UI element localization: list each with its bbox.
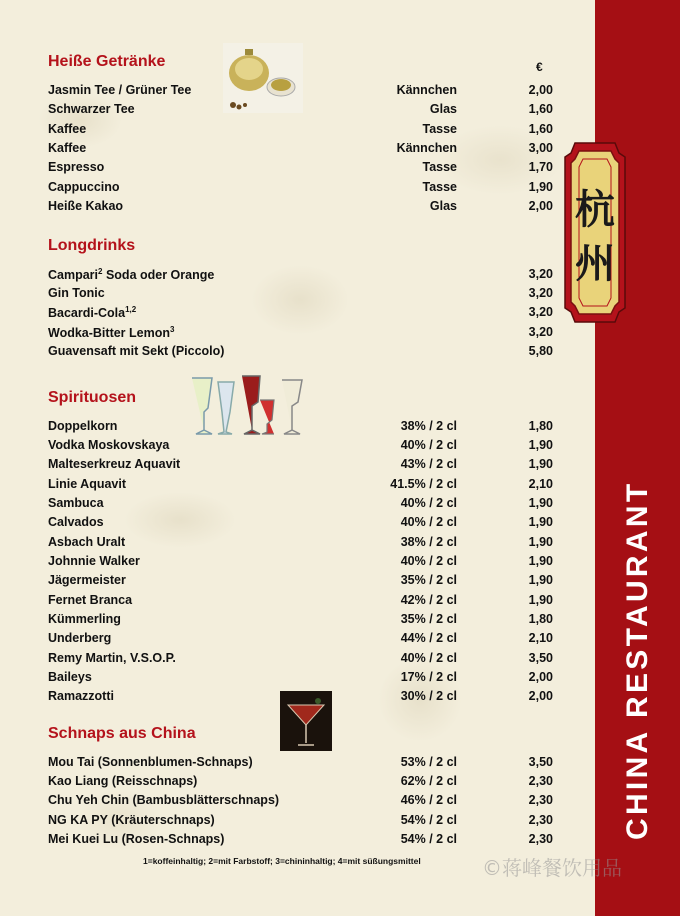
menu-item: Cappuccino Tasse 1,90 [48,180,553,194]
menu-item: Baileys 17% / 2 cl 2,00 [48,670,553,684]
watermark: ©蒋峰餐饮用品 [482,856,622,880]
section-title-spirits: Spirituosen [48,389,137,406]
menu-item: Ramazzotti 30% / 2 cl 2,00 [48,689,553,703]
menu-item: Guavensaft mit Sekt (Piccolo) 5,80 [48,344,553,358]
menu-item: Asbach Uralt 38% / 2 cl 1,90 [48,535,553,549]
menu-item: Kümmerling 35% / 2 cl 1,80 [48,612,553,626]
menu-item: Sambuca 40% / 2 cl 1,90 [48,496,553,510]
menu-item: Johnnie Walker 40% / 2 cl 1,90 [48,554,553,568]
menu-item: Remy Martin, V.S.O.P. 40% / 2 cl 3,50 [48,651,553,665]
menu-item: Gin Tonic 3,20 [48,286,553,300]
svg-text:州: 州 [575,241,615,287]
menu-item: Jägermeister 35% / 2 cl 1,90 [48,573,553,587]
menu-item: NG KA PY (Kräuterschnaps) 54% / 2 cl 2,30 [48,813,553,827]
hangzhou-emblem-icon [563,135,627,330]
menu-item: Schwarzer Tee Glas 1,60 [48,102,553,116]
menu-item: Vodka Moskovskaya 40% / 2 cl 1,90 [48,438,553,452]
menu-item: Jasmin Tee / Grüner Tee Kännchen 2,00 [48,83,553,97]
footnote: 1=koffeinhaltig; 2=mit Farbstoff; 3=chininhaltig; 4=mit süßungsmittel [143,856,421,866]
section-title-chinese-schnaps: Schnaps aus China [48,725,196,742]
menu-item: Chu Yeh Chin (Bambusblätterschnaps) 46% / 2 cl 2,30 [48,793,553,807]
menu-item: Wodka-Bitter Lemon$^3$ 3,20 [48,325,553,341]
menu-item: Underberg 44% / 2 cl 2,10 [48,631,553,645]
menu-item: Heiße Kakao Glas 2,00 [48,199,553,213]
menu-item: Fernet Branca 42% / 2 cl 1,90 [48,593,553,607]
menu-item: Kaffee Tasse 1,60 [48,122,553,136]
menu-item: Malteserkreuz Aquavit 43% / 2 cl 1,90 [48,457,553,471]
section-title-hot-drinks: Heiße Getränke [48,53,166,70]
section-title-longdrinks: Longdrinks [48,237,136,254]
menu-item: Mou Tai (Sonnenblumen-Schnaps) 53% / 2 cl 3,50 [48,755,553,769]
menu-item: Calvados 40% / 2 cl 1,90 [48,515,553,529]
menu-item: Bacardi-Cola$^{1,2}$ 3,20 [48,305,553,321]
menu-item: Linie Aquavit 41.5% / 2 cl 2,10 [48,477,553,491]
currency-label: € [536,60,543,74]
menu-item: Kao Liang (Reisschnaps) 62% / 2 cl 2,30 [48,774,553,788]
menu-item: Kaffee Kännchen 3,00 [48,141,553,155]
svg-text:杭: 杭 [575,187,615,233]
menu-item: Campari$^2$ Soda oder Orange 3,20 [48,267,553,283]
menu-item: Mei Kuei Lu (Rosen-Schnaps) 54% / 2 cl 2,30 [48,832,553,846]
menu-item: Doppelkorn 38% / 2 cl 1,80 [48,419,553,433]
restaurant-name: CHINA RESTAURANT [621,480,654,840]
menu-item: Espresso Tasse 1,70 [48,160,553,174]
